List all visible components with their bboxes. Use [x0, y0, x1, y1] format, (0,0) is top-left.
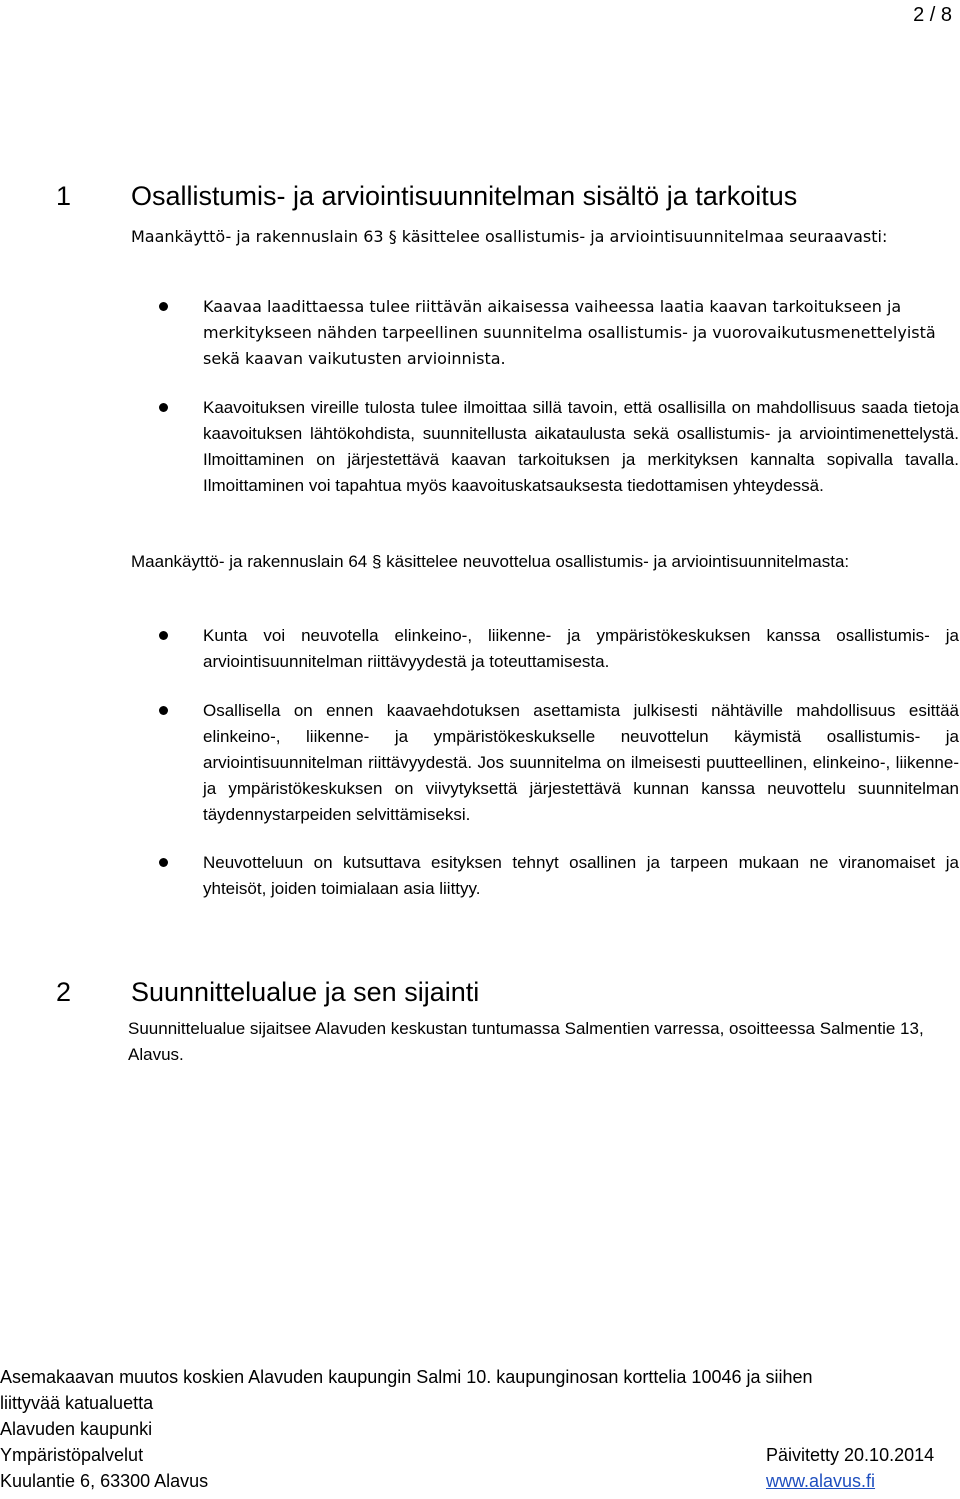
footer-website-link[interactable]: www.alavus.fi	[766, 1471, 876, 1491]
page-footer	[0, 1364, 960, 1494]
list-item	[159, 698, 959, 828]
section-2-heading	[56, 974, 936, 1010]
section-2-number: 2	[56, 977, 72, 1007]
list-item	[159, 623, 959, 675]
footer-updated-date: Päivitetty 20.10.2014	[766, 1445, 935, 1465]
list-item-text: Osallisella on ennen kaavaehdotuksen asettamista julkisesti nähtäville mahdollisuus esittää elinkeino-, liikenne- ja ympäristökeskukselle neuvottelun käymistä osallistumis- ja arviointisuunnitelman riittävyydestä. Jos suunnitelma on ilmeisesti puutteellinen, elinkeino-, liikenne- ja ympäristökeskuksen on viivytyksettä järjestettävä kunnan kanssa neuvottelu suunnitelman täydennystarpeiden selvittämiseksi.	[203, 701, 959, 824]
bullet-icon	[159, 858, 168, 867]
bullet-icon	[159, 631, 168, 640]
list-item-text: Kaavaa laadittaessa tulee riittävän aikaisessa vaiheessa laatia kaavan tarkoitukseen ja merkitykseen nähden tarpeellinen suunnitelma osallistumis- ja vuorovaikutusmenettelyistä sekä kaavan vaikutusten arvioinnista.	[203, 297, 936, 368]
section-1-heading	[56, 178, 936, 214]
list-item	[159, 850, 959, 902]
section-2-title: Suunnittelualue ja sen sijainti	[131, 977, 480, 1007]
section-2-body: Suunnittelualue sijaitsee Alavuden keskustan tuntumassa Salmentien varressa, osoitteessa Salmentie 13, Alavus.	[128, 1019, 924, 1064]
footer-organization: Alavuden kaupunki	[0, 1419, 153, 1439]
list-item	[159, 294, 959, 372]
section-1-number: 1	[56, 181, 72, 211]
list-item-text: Neuvotteluun on kutsuttava esityksen tehnyt osallinen ja tarpeen mukaan ne viranomaiset ja yhteisöt, joiden toimialaan asia liittyy.	[203, 853, 959, 898]
list-item-text: Kunta voi neuvotella elinkeino-, liikenne- ja ympäristökeskuksen kanssa osallistumis- ja arviointisuunnitelman riittävyydestä ja toteuttamisesta.	[203, 626, 959, 671]
page-number: 2 / 8	[913, 4, 952, 26]
footer-project-title: Asemakaavan muutos koskien Alavuden kaupungin Salmi 10. kaupunginosan korttelia 10046 ja siihen	[0, 1367, 813, 1387]
section-1-intro: Maankäyttö- ja rakennuslain 63 § käsittelee osallistumis- ja arviointisuunnitelmaa seuraavasti:	[131, 227, 888, 246]
list-item	[159, 395, 959, 499]
bullet-icon	[159, 302, 168, 311]
footer-project-title-cont: liittyvää katualuetta	[0, 1393, 154, 1413]
section-1-intro-2: Maankäyttö- ja rakennuslain 64 § käsittelee neuvottelua osallistumis- ja arviointisuunnitelmasta:	[131, 552, 850, 571]
bullet-icon	[159, 706, 168, 715]
list-item-text: Kaavoituksen vireille tulosta tulee ilmoittaa sillä tavoin, että osallisilla on mahdollisuus saada tietoja kaavoituksen lähtökohdista, suunnitellusta aikataulusta sekä osallistumis- ja arviointimenettelystä. Ilmoittaminen on järjestettävä kaavan tarkoituksen ja merkityksen kannalta sopivalla tavalla. Ilmoittaminen voi tapahtua myös kaavoituskatsauksesta tiedottamisen yhteydessä.	[203, 398, 959, 495]
footer-department: Ympäristöpalvelut	[0, 1445, 144, 1465]
footer-address: Kuulantie 6, 63300 Alavus	[0, 1471, 209, 1491]
section-1-title: Osallistumis- ja arviointisuunnitelman sisältö ja tarkoitus	[131, 181, 798, 211]
bullet-icon	[159, 403, 168, 412]
